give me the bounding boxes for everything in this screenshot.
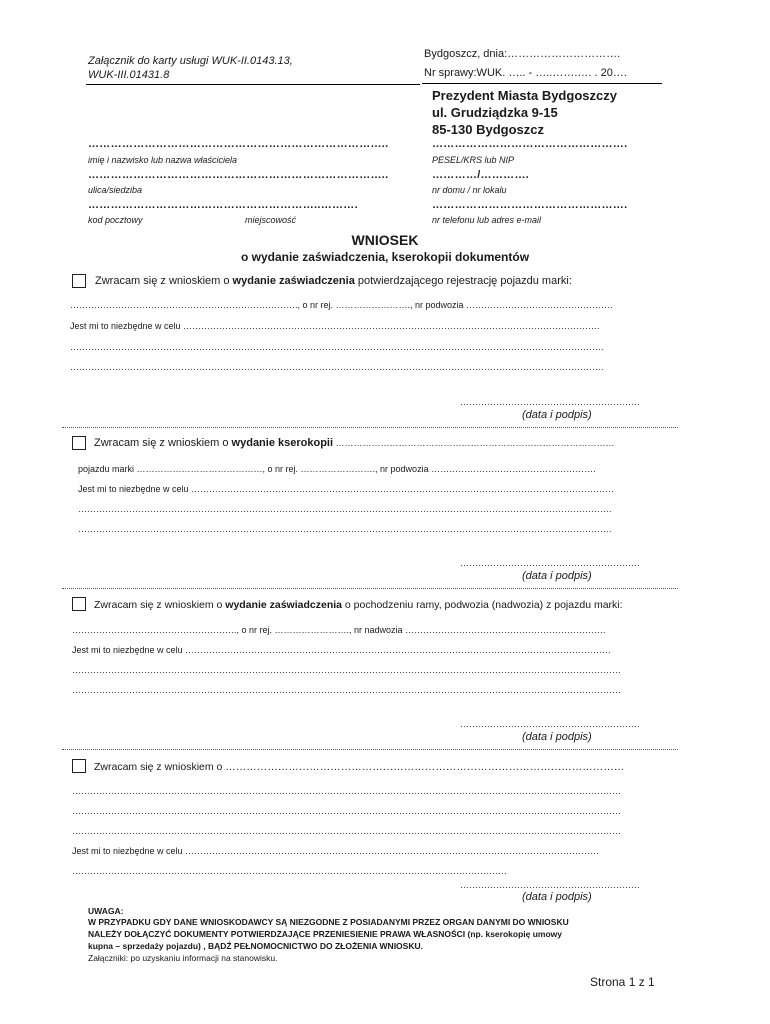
section4-purpose-line[interactable]: Jest mi to niezbędne w celu ………………………………………………………………………………………………………………………… bbox=[72, 846, 600, 856]
section4-extra-line-3[interactable]: ………………………………………………………………………………………………………………………………………………………………… bbox=[72, 826, 621, 836]
section3-vehicle-line[interactable]: ………………………………………………., o nr rej. ……………………., nr nadwozia …………………………………………………………. bbox=[72, 625, 606, 635]
recipient-line-2: ul. Grudziądzka 9-15 bbox=[432, 105, 558, 120]
section-divider bbox=[62, 749, 678, 750]
recipient-line-1: Prezydent Miasta Bydgoszczy bbox=[432, 88, 617, 103]
note-line-1: W PRZYPADKU GDY DANE WNIOSKODAWCY SĄ NIEZGODNE Z POSIADANYMI PRZEZ ORGAN DANYMI DO WNIOSKU bbox=[88, 917, 569, 927]
postcode-city-field[interactable]: ……………………………………………………..………. bbox=[88, 199, 358, 211]
section2-extra-line-1[interactable]: ……………………………………………………………………………………………………………………………………………………………. bbox=[78, 504, 612, 514]
section2-signature-label: (data i podpis) bbox=[522, 570, 592, 582]
note-line-2: NALEŻY DOŁĄCZYĆ DOKUMENTY POTWIERDZAJĄCE PRZENIESIENIE PRAWA WŁASNOŚCI (np. kserokopię umowy bbox=[88, 929, 562, 939]
section4-extra-line-4[interactable]: ………………………………………………………………………………………………………………………………. bbox=[72, 866, 507, 876]
section1-vehicle-line[interactable]: …………………………………………………………………., o nr rej. ……………………., nr podwozia …………………………………………. bbox=[70, 300, 613, 310]
section2-vehicle-line[interactable]: pojazdu marki ……………………………………, o nr rej. ……………………., nr podwozia ………………………………………………. bbox=[78, 464, 596, 474]
section-divider bbox=[62, 427, 678, 428]
case-number-underline bbox=[422, 83, 662, 84]
section4-signature-field[interactable]: …………………………………………………… bbox=[460, 880, 640, 890]
case-number-line: Nr sprawy:WUK. ….. - …..…….…. . 20…. bbox=[424, 67, 627, 79]
attachment-underline bbox=[86, 84, 420, 85]
form-subtitle: o wydanie zaświadczenia, kserokopii dokumentów bbox=[240, 250, 530, 264]
attachments-note: Załączniki: po uzyskaniu informacji na stanowisku. bbox=[88, 953, 278, 963]
section3-request: Zwracam się z wnioskiem o wydanie zaświadczenia o pochodzeniu ramy, podwozia (nadwozia) z pojazdu marki: bbox=[94, 599, 623, 611]
house-number-label: nr domu / nr lokalu bbox=[432, 185, 507, 195]
date-line: Bydgoszcz, dnia:…………………………. bbox=[424, 48, 621, 60]
form-title: WNIOSEK bbox=[351, 232, 419, 248]
recipient-line-3: 85-130 Bydgoszcz bbox=[432, 122, 544, 137]
section2-signature-field[interactable]: …………………………………………………… bbox=[460, 558, 640, 568]
page-number: Strona 1 z 1 bbox=[590, 975, 655, 989]
street-field[interactable]: …………………………………………………………………….. bbox=[88, 169, 389, 181]
postcode-label: kod pocztowy bbox=[88, 215, 143, 225]
section2-checkbox[interactable] bbox=[72, 436, 86, 450]
section1-extra-line-2[interactable]: ……………………………………………………………………………………………………………………………………………………………. bbox=[70, 362, 604, 372]
section1-checkbox[interactable] bbox=[72, 274, 86, 288]
section4-request-line[interactable]: Zwracam się z wnioskiem o …………………………………………………………………………………………………… bbox=[94, 761, 625, 773]
note-heading: UWAGA: bbox=[88, 906, 124, 916]
section4-signature-label: (data i podpis) bbox=[522, 891, 592, 903]
section2-purpose-line[interactable]: Jest mi to niezbędne w celu …………………………………………………………………………………………………………………………… bbox=[78, 484, 615, 494]
street-label: ulica/siedziba bbox=[88, 185, 143, 195]
pesel-field[interactable]: ……………………………………………. bbox=[432, 138, 628, 150]
section1-request: Zwracam się z wnioskiem o wydanie zaświadczenia potwierdzającego rejestrację pojazdu marki: bbox=[95, 275, 572, 287]
section1-purpose-line[interactable]: Jest mi to niezbędne w celu …………………………………………………………………………………………………………………………. bbox=[70, 321, 600, 331]
attachment-line-2: WUK-III.01431.8 bbox=[88, 69, 170, 81]
section2-request: Zwracam się z wnioskiem o wydanie kserokopii ………………………………………………………………………………… bbox=[94, 437, 615, 449]
section3-checkbox[interactable] bbox=[72, 597, 86, 611]
section3-signature-field[interactable]: …………………………………………………… bbox=[460, 719, 640, 729]
pesel-label: PESEL/KRS lub NIP bbox=[432, 155, 515, 165]
section4-extra-line-1[interactable]: ………………………………………………………………………………………………………………………………………………………………… bbox=[72, 786, 621, 796]
section3-purpose-line[interactable]: Jest mi to niezbędne w celu ……………………………………………………………………………………………………………………………. bbox=[72, 645, 611, 655]
section3-signature-label: (data i podpis) bbox=[522, 731, 592, 743]
section4-extra-line-2[interactable]: ………………………………………………………………………………………………………………………………………………………………… bbox=[72, 806, 621, 816]
section1-extra-line-1[interactable]: ……………………………………………………………………………………………………………………………………………………………. bbox=[70, 342, 604, 352]
note-line-3: kupna – sprzedaży pojazdu) , BĄDŹ PEŁNOMOCNICTWO DO ZŁOŻENIA WNIOSKU. bbox=[88, 941, 423, 951]
attachment-line-1: Załącznik do karty usługi WUK-II.0143.13, bbox=[88, 55, 293, 67]
section3-extra-line-1[interactable]: ………………………………………………………………………………………………………………………………………………………………… bbox=[72, 665, 621, 675]
section1-signature-label: (data i podpis) bbox=[522, 409, 592, 421]
section4-checkbox[interactable] bbox=[72, 759, 86, 773]
section2-extra-line-2[interactable]: ……………………………………………………………………………………………………………………………………………………………. bbox=[78, 524, 612, 534]
house-number-field[interactable]: …………/…………. bbox=[432, 169, 530, 181]
section-divider bbox=[62, 588, 678, 589]
section3-extra-line-2[interactable]: ………………………………………………………………………………………………………………………………………………………………… bbox=[72, 685, 621, 695]
city-label: miejscowość bbox=[245, 215, 297, 225]
applicant-name-label: imię i nazwisko lub nazwa właściciela bbox=[88, 155, 238, 165]
phone-email-field[interactable]: ……………………………………………. bbox=[432, 199, 628, 211]
section1-signature-field[interactable]: …………………………………………………… bbox=[460, 397, 640, 407]
applicant-name-field[interactable]: …………………………………………………………………….. bbox=[88, 138, 389, 150]
phone-email-label: nr telefonu lub adres e-mail bbox=[432, 215, 542, 225]
